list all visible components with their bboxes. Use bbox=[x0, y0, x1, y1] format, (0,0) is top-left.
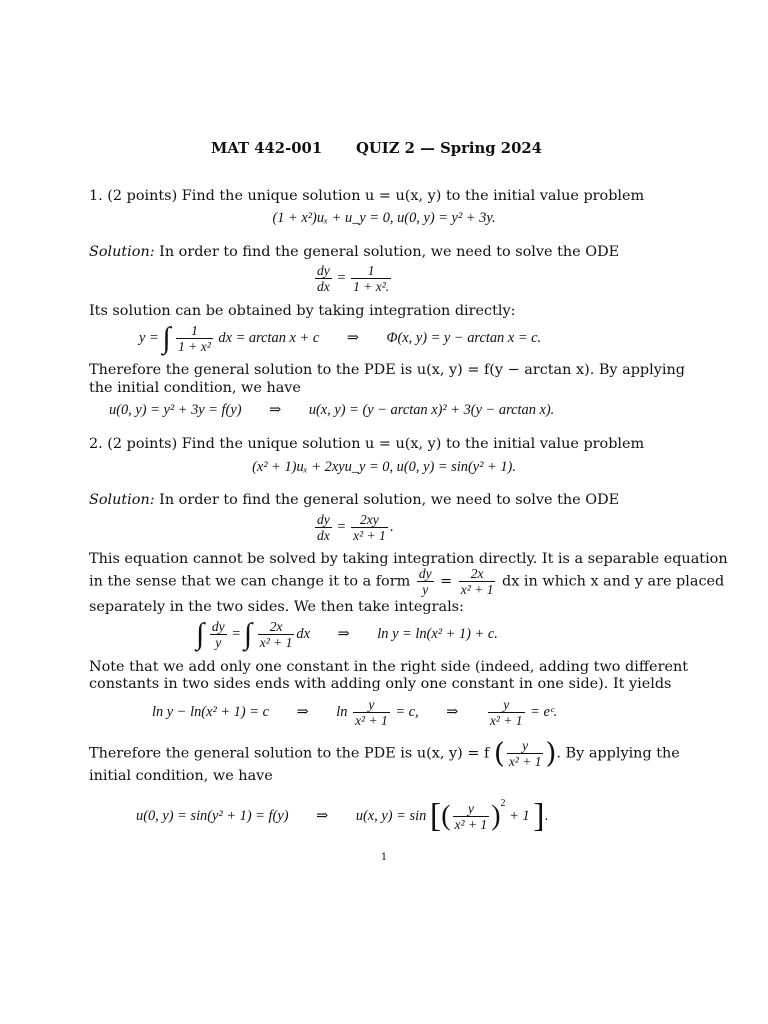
problem1-solution-intro bbox=[89, 243, 619, 261]
problem2-solution-intro bbox=[89, 491, 619, 509]
solution-label: Solution: bbox=[89, 492, 155, 508]
numerator: y bbox=[507, 738, 544, 754]
course-code: MAT 442-001 bbox=[211, 140, 323, 157]
page-number: 1 bbox=[380, 852, 388, 863]
implies-arrow-icon: ⇒ bbox=[446, 703, 459, 720]
fraction bbox=[353, 697, 390, 728]
implies-arrow-icon: ⇒ bbox=[316, 807, 329, 824]
solution-intro-text: In order to find the general solution, we need to solve the ODE bbox=[159, 492, 620, 508]
final-right-pre: u(x, y) = sin bbox=[355, 807, 427, 824]
problem2-separable-line3: separately in the two sides. We then take integrals: bbox=[89, 599, 464, 615]
separable-text-a: in the sense that we can change it to a form bbox=[89, 573, 411, 590]
numerator: dy bbox=[418, 566, 432, 581]
fraction bbox=[315, 512, 332, 543]
numerator: y bbox=[488, 697, 525, 713]
integral-sign-icon: ∫ bbox=[243, 617, 253, 651]
fraction bbox=[176, 323, 213, 354]
denominator: x² + 1 bbox=[353, 528, 386, 543]
fraction bbox=[453, 801, 490, 832]
solution-intro-text: In order to find the general solution, we need to solve the ODE bbox=[159, 244, 620, 260]
fraction bbox=[210, 619, 227, 650]
problem2-final: u(0, y) = sin(y² + 1) = f(y) ⇒ u(x, y) = sin [( $\frac{y}{\text{x² + 1}}$ )$^2$ + 1 ]. bbox=[136, 797, 549, 835]
denominator: x² + 1 bbox=[355, 713, 388, 728]
fraction bbox=[459, 566, 496, 597]
problem2-note-line1: Note that we add only one constant in the right side (indeed, adding two different bbox=[89, 659, 689, 675]
yield-mid-post: = c, bbox=[395, 703, 419, 720]
final-left: u(0, y) = y² + 3y = f(y) bbox=[109, 402, 242, 418]
denominator: x² + 1 bbox=[489, 713, 523, 728]
fraction bbox=[507, 738, 544, 769]
numerator: dy bbox=[211, 619, 225, 634]
integral-sign-icon: ∫ bbox=[196, 617, 205, 651]
problem1-ode: $\frac{dy}{dx}$ = $\frac{1}{\text{1 + x².}}$ bbox=[317, 263, 390, 294]
solution-label: Solution: bbox=[89, 244, 155, 260]
separable-text-b: dx in which x and y are placed bbox=[502, 573, 725, 590]
numerator: 2xy bbox=[351, 512, 388, 528]
problem2-equation: (x² + 1)uₓ + 2xyu_y = 0, u(0, y) = sin(y² + 1). bbox=[252, 459, 516, 475]
denominator: x² + 1 bbox=[454, 817, 488, 832]
implies-arrow-icon: ⇒ bbox=[269, 402, 282, 418]
final-right: u(x, y) = (y − arctan x)² + 3(y − arctan x). bbox=[308, 402, 555, 418]
problem1-final bbox=[109, 401, 554, 419]
general-text-post: . By applying the bbox=[556, 745, 680, 762]
quiz-title: QUIZ 2 — Spring 2024 bbox=[356, 140, 542, 157]
fraction bbox=[351, 512, 388, 543]
denominator: y bbox=[215, 635, 222, 650]
problem1-equation: (1 + x²)uₓ + u_y = 0, u(0, y) = y² + 3y. bbox=[272, 210, 496, 226]
problem2-note-line2: constants in two sides ends with adding only one constant in one side). It yields bbox=[89, 676, 672, 692]
implies-arrow-icon: ⇒ bbox=[346, 329, 359, 346]
denominator: x² + 1 bbox=[508, 754, 542, 769]
right-paren-icon: ) bbox=[491, 800, 501, 832]
problem2-statement: 2. (2 points) Find the unique solution u = u(x, y) to the initial value problem bbox=[89, 436, 645, 452]
fraction bbox=[488, 697, 525, 728]
denominator: dx bbox=[317, 528, 330, 543]
problem1-initial-text: the initial condition, we have bbox=[89, 380, 301, 396]
integral-result: ln y = ln(x² + 1) + c. bbox=[377, 625, 498, 642]
left-paren-icon: ( bbox=[493, 736, 505, 770]
denominator: x² + 1 bbox=[259, 635, 293, 650]
problem1-general-text: Therefore the general solution to the PDE is u(x, y) = f(y − arctan x). By applying bbox=[89, 362, 685, 378]
right-paren-icon: ) bbox=[545, 736, 557, 770]
numerator: 1 bbox=[351, 263, 391, 279]
final-left: u(0, y) = sin(y² + 1) = f(y) bbox=[136, 807, 289, 824]
fraction bbox=[417, 566, 434, 597]
problem1-statement: 1. (2 points) Find the unique solution u = u(x, y) to the initial value problem bbox=[89, 188, 645, 204]
numerator: y bbox=[453, 801, 490, 817]
problem1-integral bbox=[139, 323, 541, 354]
problem2-initial-text: initial condition, we have bbox=[89, 768, 273, 784]
integral-lhs: y = bbox=[139, 329, 159, 346]
numerator: 2x bbox=[459, 566, 496, 582]
left-paren-icon: ( bbox=[441, 800, 451, 832]
problem2-integral: ∫ $\frac{dy}{y}$ = ∫ $\frac{2x}{\text{x² + 1}}$ dx ⇒ ln y = ln(x² + 1) + c. bbox=[196, 617, 498, 651]
implies-arrow-icon: ⇒ bbox=[337, 625, 350, 642]
fraction bbox=[351, 263, 391, 294]
integral-rest: dx = arctan x + c bbox=[218, 329, 320, 346]
problem2-yield bbox=[152, 697, 557, 728]
problem1-integration-text: Its solution can be obtained by taking integration directly: bbox=[89, 303, 516, 319]
numerator: 1 bbox=[176, 323, 213, 339]
implies-arrow-icon: ⇒ bbox=[296, 703, 309, 720]
problem2-ode: $\frac{dy}{dx}$ = $\frac{2xy}{\text{x² + 1}}$ . bbox=[317, 512, 394, 543]
yield-mid-ln: ln bbox=[336, 703, 348, 720]
yield-left: ln y − ln(x² + 1) = c bbox=[152, 703, 269, 720]
denominator: 1 + x² bbox=[178, 339, 211, 354]
denominator: x² + 1 bbox=[460, 582, 494, 597]
fraction bbox=[258, 619, 295, 650]
denominator: 1 + x². bbox=[353, 279, 390, 294]
problem2-general bbox=[89, 738, 680, 769]
yield-right-post: = eᶜ. bbox=[530, 703, 558, 720]
numerator: 2x bbox=[258, 619, 295, 635]
fraction bbox=[315, 263, 332, 294]
denominator: y bbox=[422, 582, 429, 597]
problem2-separable-line2: in the sense that we can change it to a form $\frac{dy}{y}$ = $\frac{2x}{\text{x² + 1}}$ dx in which x and y are placed bbox=[89, 566, 725, 597]
numerator: dy bbox=[317, 263, 330, 278]
left-bracket-icon: [ bbox=[429, 797, 442, 835]
phi-expression: Φ(x, y) = y − arctan x = c. bbox=[386, 329, 542, 346]
numerator: y bbox=[353, 697, 390, 713]
general-text-pre: Therefore the general solution to the PDE is u(x, y) = f bbox=[89, 745, 490, 762]
integral-sign-icon: ∫ bbox=[162, 321, 171, 355]
final-right-post: + 1 bbox=[509, 807, 530, 824]
numerator: dy bbox=[317, 512, 330, 527]
denominator: dx bbox=[317, 279, 330, 294]
right-bracket-icon: ] bbox=[533, 797, 545, 835]
problem2-separable-line1: This equation cannot be solved by taking integration directly. It is a separable equation bbox=[89, 551, 728, 567]
